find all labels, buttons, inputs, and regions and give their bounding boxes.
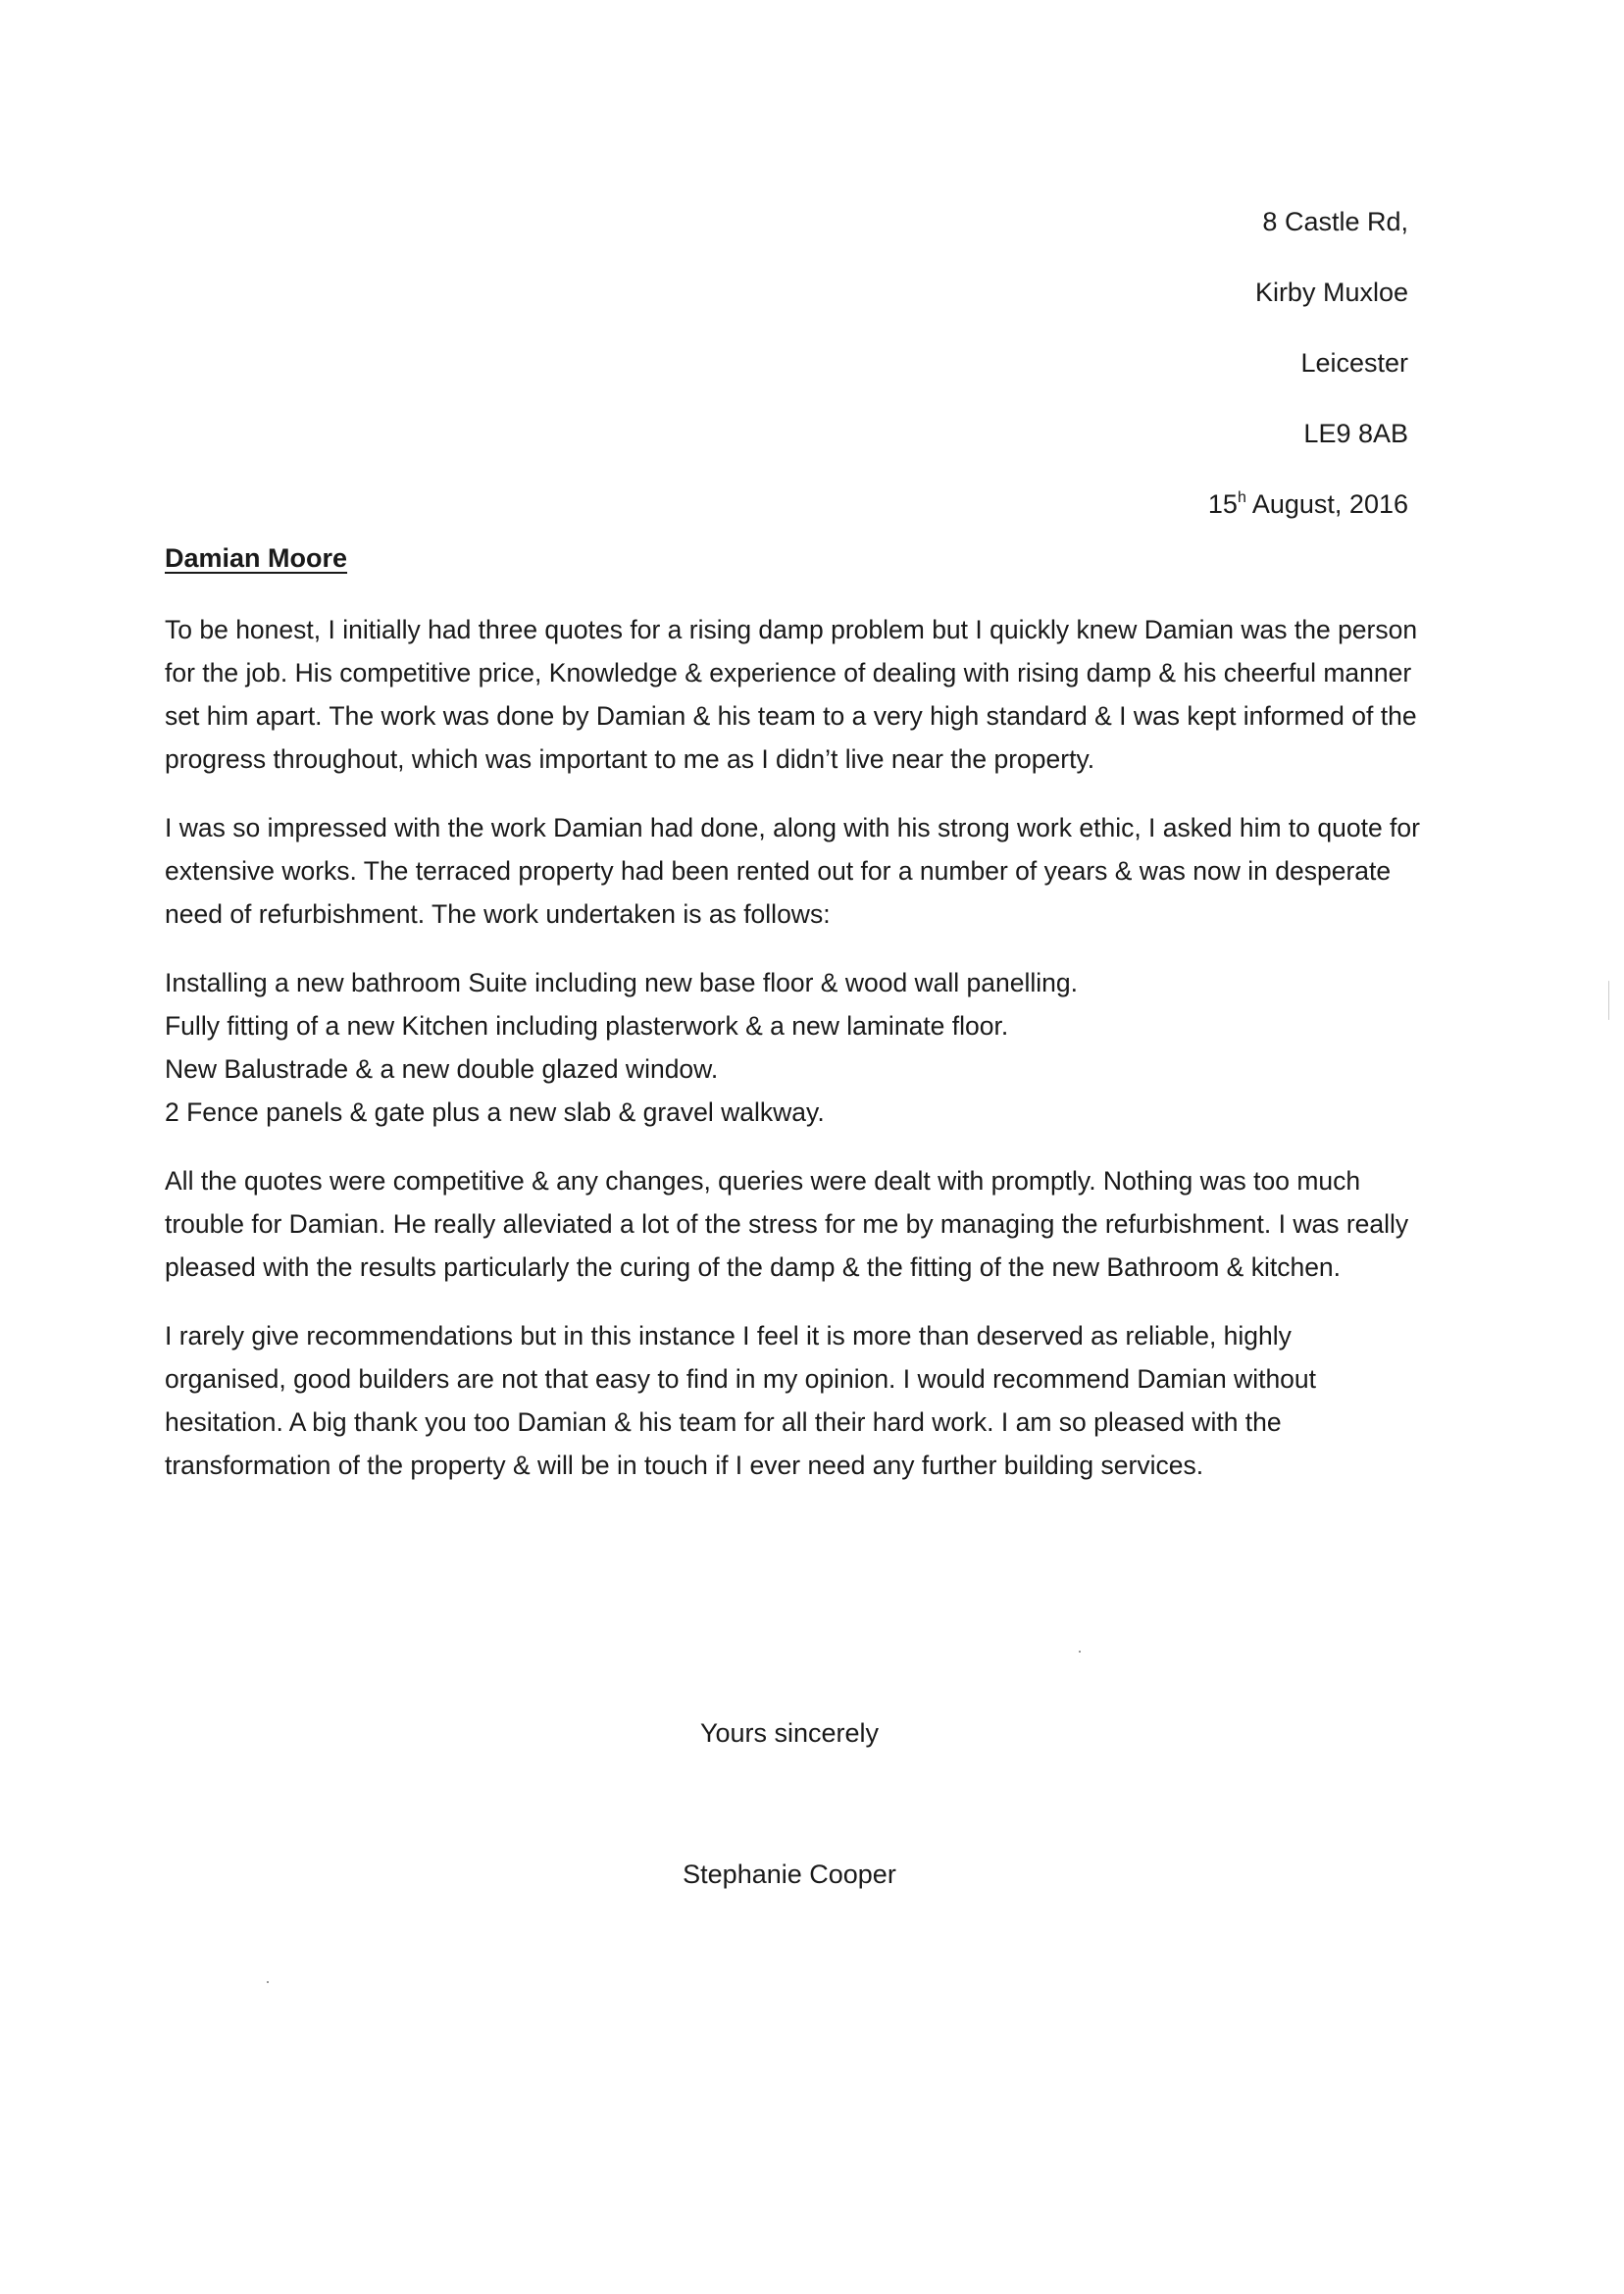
body-paragraph: To be honest, I initially had three quotes for a rising damp problem but I quickly knew Damian was the person for the job. His competitive price, Knowledge & experience of dealing with rising damp & his cheerful manner set him apart. The work was done by Damian & his team to a very high standard & I was kept informed of the progress throughout, which was important to me as I didn’t live near the property. <box>165 615 1418 774</box>
work-item: Installing a new bathroom Suite including new base floor & wood wall panelling. <box>165 968 1079 997</box>
body-paragraph: I rarely give recommendations but in this instance I feel it is more than deserved as reliable, highly organised, good builders are not that easy to find in my opinion. I would recommend Damian without hesitation. A big thank you too Damian & his team for all their hard work. I am so pleased with the transformation of the property & will be in touch if I ever need any further building services. <box>165 1321 1317 1480</box>
recipient-name: Damian Moore <box>165 543 348 573</box>
address-city: Leicester <box>1300 348 1408 378</box>
work-item: 2 Fence panels & gate plus a new slab & gravel walkway. <box>165 1097 825 1127</box>
scan-speck <box>267 1981 269 1983</box>
signature-name: Stephanie Cooper <box>683 1860 896 1889</box>
address-village: Kirby Muxloe <box>1254 278 1408 307</box>
letter-date <box>1208 469 1408 539</box>
scan-edge-mark <box>1608 981 1609 1020</box>
date-rest: August, 2016 <box>1245 489 1408 519</box>
body-paragraph: All the quotes were competitive & any changes, queries were dealt with promptly. Nothing was too much trouble for Damian. He really alleviated a lot of the stress for me by managing the refurbishment. I was really pleased with the results particularly the curing of the damp & the fitting of the new Bathroom & kitchen. <box>165 1166 1409 1282</box>
date-suffix: h <box>1237 489 1246 506</box>
sender-address <box>1208 186 1408 539</box>
work-list <box>165 961 1420 1134</box>
work-item: New Balustrade & a new double glazed window. <box>165 1054 719 1084</box>
address-street: 8 Castle Rd, <box>1262 207 1408 236</box>
letter-body <box>165 608 1420 1512</box>
body-paragraph: I was so impressed with the work Damian had done, along with his strong work ethic, I asked him to quote for extensive works. The terraced property had been rented out for a number of years & was now in desperate need of refurbishment. The work undertaken is as follows: <box>165 813 1420 929</box>
salutation: Yours sincerely <box>699 1718 880 1748</box>
scan-speck <box>1079 1651 1081 1653</box>
work-item: Fully fitting of a new Kitchen including plasterwork & a new laminate floor. <box>165 1011 1009 1041</box>
date-day: 15 <box>1207 489 1238 519</box>
address-postcode: LE9 8AB <box>1303 419 1408 448</box>
